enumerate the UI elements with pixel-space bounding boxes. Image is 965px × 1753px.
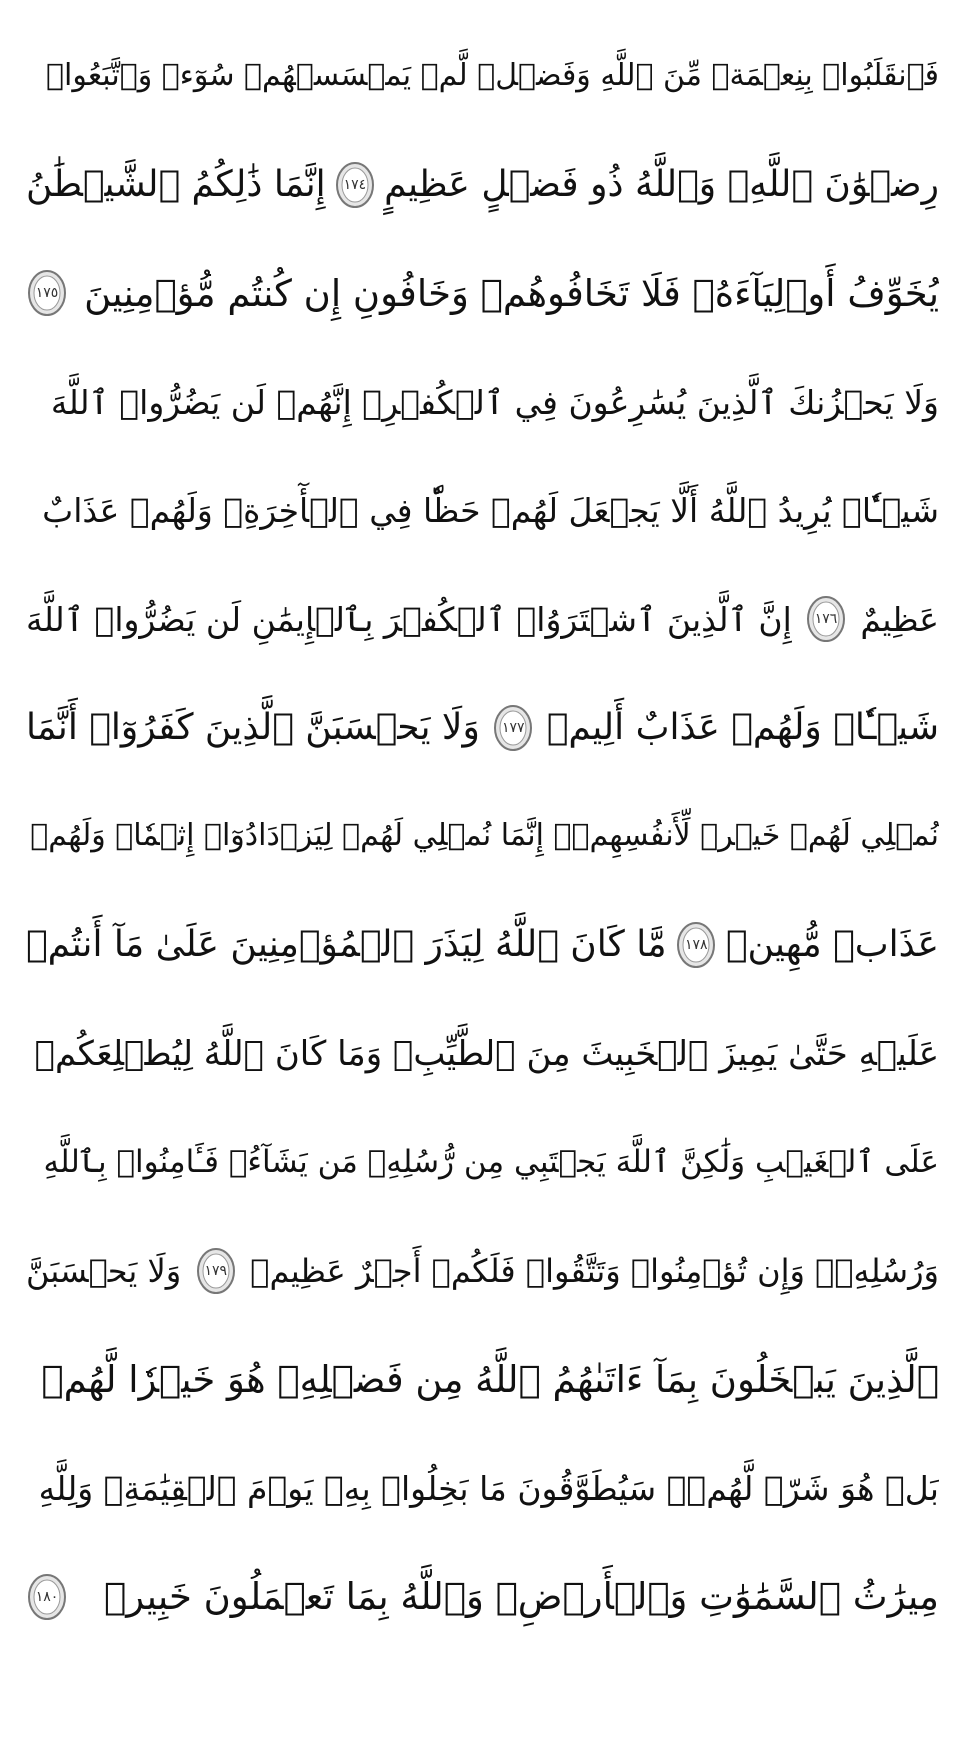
line-text: نُمۡلِي لَهُمۡ خَيۡرٞ لِّأَنفُسِهِمۡۚ إِنَّمَا نُمۡلِي لَهُمۡ لِيَزۡدَادُوٓا۟ إِثۡمٗاۖ وَلَهُمۡ [30,818,939,854]
line-text: إِنَّمَا ذَٰلِكُمُ ٱلشَّيۡطَٰنُ [26,163,326,205]
line-text: بَلۡ هُوَ شَرّٞ لَّهُمۡۖ سَيُطَوَّقُونَ مَا بَخِلُوا۟ بِهِۦ يَوۡمَ ٱلۡقِيَٰمَةِۗ وَلِلَّهِ [38,1468,939,1508]
line-text: شَيۡـٔٗاۗ يُرِيدُ ٱللَّهُ أَلَّا يَجۡعَلَ لَهُمۡ حَظّٗا فِي ٱلۡأٓخِرَةِۖ وَلَهُمۡ عَذَابٌ [42,491,939,531]
line-text: شَيۡـٔٗاۖ وَلَهُمۡ عَذَابٌ أَلِيمٞ [546,706,939,748]
verse-line [26,456,939,565]
ayah-number: ١٧٧ [502,719,525,736]
line-text: عَلَى ٱلۡغَيۡبِ وَلَٰكِنَّ ٱللَّهَ يَجۡتَبِي مِن رُّسُلِهِۦ مَن يَشَآءُۖ فَـَٔامِنُوا۟ بِٱللَّهِ [43,1143,939,1180]
ayah-number-icon [195,1246,237,1296]
verse-line [26,1108,939,1217]
line-text: رِضۡوَٰنَ ٱللَّهِۗ وَٱللَّهُ ذُو فَضۡلٍ عَظِيمٍ [384,163,939,205]
ayah-number-icon [26,1572,68,1622]
ayah-number-icon [26,268,68,318]
line-text: عَذَابٞ مُّهِينٞ [725,924,939,966]
verse-line [26,1542,939,1651]
verse-line [26,131,939,240]
line-text: عَظِيمٌ [860,599,939,639]
ayah-number: ١٧٥ [35,285,59,302]
line-text: وَلَا يَحۡسَبَنَّ ٱلَّذِينَ كَفَرُوٓا۟ أَنَّمَا [26,706,480,748]
line-text: فَٱنقَلَبُوا۟ بِنِعۡمَةٖ مِّنَ ٱللَّهِ وَفَضۡلٖ لَّمۡ يَمۡسَسۡهُمۡ سُوٓءٞ وَٱتَّبَعُوا۟ [46,58,939,94]
line-text: عَلَيۡهِ حَتَّىٰ يَمِيزَ ٱلۡخَبِيثَ مِنَ ٱلطَّيِّبِۗ وَمَا كَانَ ٱللَّهُ لِيُطۡلِعَكُمۡ [34,1033,939,1074]
line-text: وَلَا يَحۡزُنكَ ٱلَّذِينَ يُسَٰرِعُونَ فِي ٱلۡكُفۡرِۚ إِنَّهُمۡ لَن يَضُرُّوا۟ ٱللَّهَ [50,382,939,422]
line-text: وَرُسُلِهِۦۚ وَإِن تُؤۡمِنُوا۟ وَتَتَّقُوا۟ فَلَكُمۡ أَجۡرٌ عَظِيمٞ [250,1251,939,1290]
ayah-number-icon [334,160,376,210]
verse-line [26,674,939,783]
verse-line [26,22,939,131]
line-text: يُخَوِّفُ أَوۡلِيَآءَهُۥ فَلَا تَخَافُوهُمۡ وَخَافُونِ إِن كُنتُم مُّؤۡمِنِينَ [84,271,939,315]
verse-line [26,782,939,891]
line-text: إِنَّ ٱلَّذِينَ ٱشۡتَرَوُا۟ ٱلۡكُفۡرَ بِٱلۡإِيمَٰنِ لَن يَضُرُّوا۟ ٱللَّهَ [26,599,792,639]
ayah-number-icon [805,594,847,644]
verse-line [26,1434,939,1543]
ayah-number: ١٧٨ [684,937,708,954]
ayah-number: ١٧٤ [343,176,367,193]
verse-line [26,1217,939,1326]
ayah-number-icon [492,703,534,753]
verse-line [26,999,939,1108]
line-text: ٱلَّذِينَ يَبۡخَلُونَ بِمَآ ءَاتَىٰهُمُ ٱللَّهُ مِن فَضۡلِهِۦ هُوَ خَيۡرٗا لَّهُمۖ [41,1357,939,1401]
line-text: مَّا كَانَ ٱللَّهُ لِيَذَرَ ٱلۡمُؤۡمِنِينَ عَلَىٰ مَآ أَنتُمۡ [26,924,667,966]
line-text: وَلَا يَحۡسَبَنَّ [26,1251,182,1290]
ayah-number-icon [675,920,717,970]
verse-line [26,565,939,674]
ayah-number: ١٨٠ [35,1588,59,1605]
verse-line [26,348,939,457]
verse-line [26,891,939,1000]
ayah-number: ١٧٩ [204,1262,228,1279]
line-text: مِيرَٰثُ ٱلسَّمَٰوَٰتِ وَٱلۡأَرۡضِۗ وَٱللَّهُ بِمَا تَعۡمَلُونَ خَبِيرٞ [104,1575,939,1619]
verse-line [26,1325,939,1434]
ayah-number: ١٧٦ [814,611,838,628]
verse-line [26,239,939,348]
